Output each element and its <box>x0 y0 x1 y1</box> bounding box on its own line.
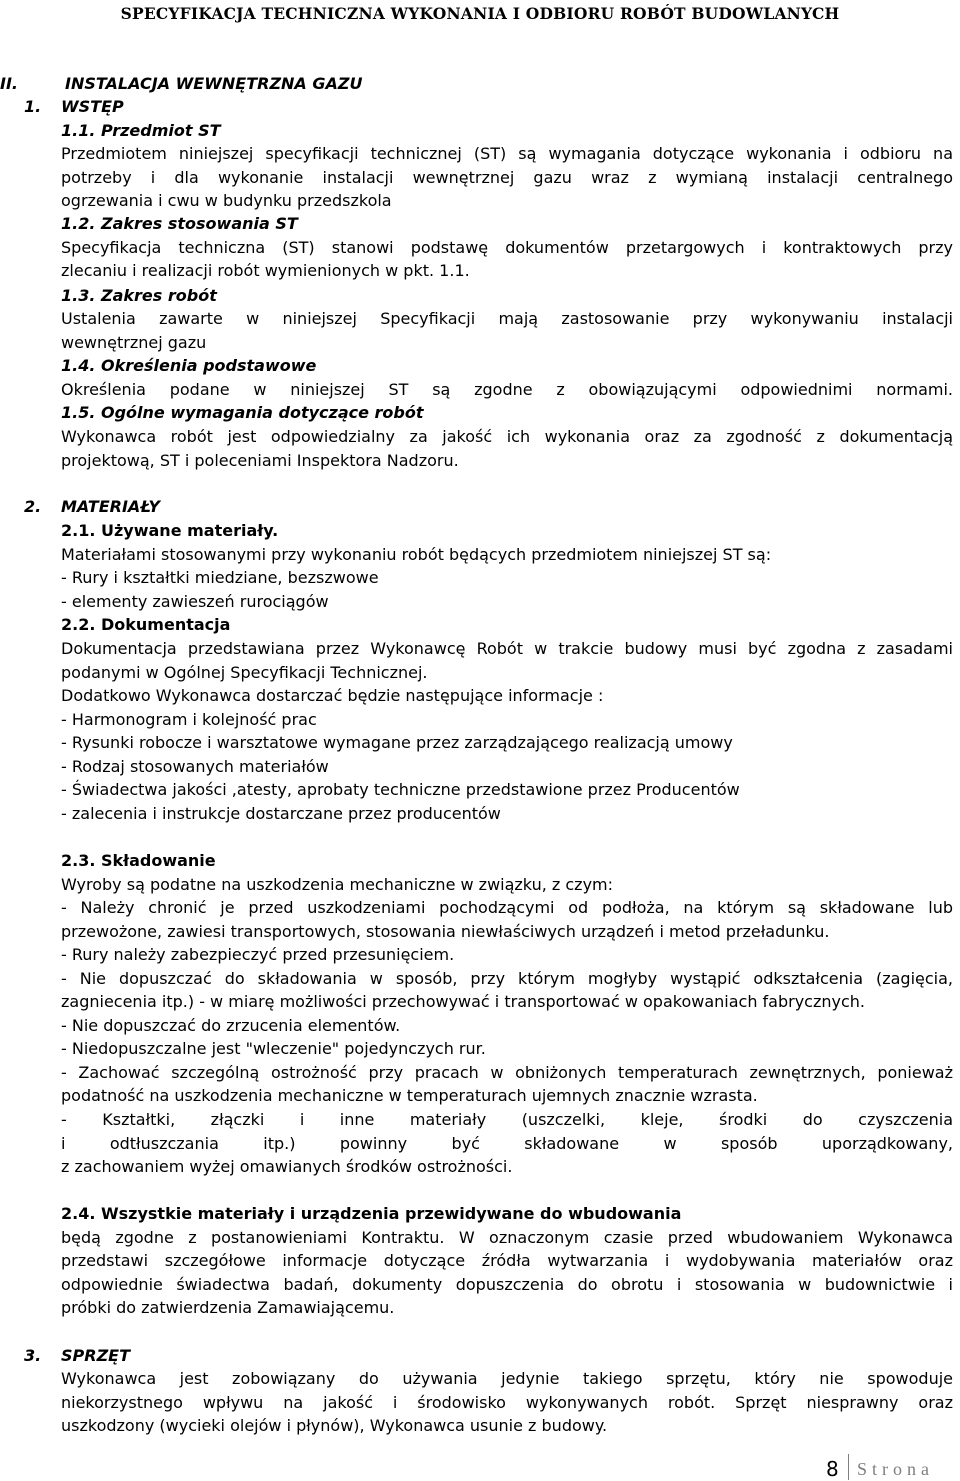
paragraph-line: Materiałami stosowanymi przy wykonaniu robót będących przedmiotem niniejszej ST są: <box>61 545 772 564</box>
paragraph-line: Dodatkowo Wykonawca dostarczać będzie następujące informacje : <box>61 686 604 705</box>
chapter-1-number: 1. <box>24 97 42 116</box>
heading-1-3: 1.3. Zakres robót <box>61 286 217 305</box>
paragraph-line: Przedmiotem niniejszej specyfikacji technicznej (ST) są wymagania dotyczące wykonania i odbioru na <box>61 144 953 163</box>
heading-1-2: 1.2. Zakres stosowania ST <box>61 214 298 233</box>
list-item: - Rury i kształtki miedziane, bezszwowe <box>61 568 379 587</box>
list-item: - Rodzaj stosowanych materiałów <box>61 757 329 776</box>
chapter-3-title: SPRZĘT <box>61 1346 131 1365</box>
heading-2-4: 2.4. Wszystkie materiały i urządzenia przewidywane do wbudowania <box>61 1204 682 1223</box>
chapter-3-number: 3. <box>24 1346 42 1365</box>
paragraph-line: Wyroby są podatne na uszkodzenia mechaniczne w związku, z czym: <box>61 875 614 894</box>
paragraph-line: podatność na uszkodzenia mechaniczne w temperaturach ujemnych znacznie wzrasta. <box>61 1086 758 1105</box>
paragraph-line: projektową, ST i poleceniami Inspektora Nadzoru. <box>61 451 459 470</box>
heading-2-1: 2.1. Używane materiały. <box>61 521 279 540</box>
chapter-1-title: WSTĘP <box>61 97 124 116</box>
paragraph-line: uszkodzony (wycieki olejów i płynów), Wykonawca usunie z budowy. <box>61 1416 608 1435</box>
paragraph-line: odpowiednie świadectwa badań, dokumenty dopuszczenia do obrotu i stosowania w budownictwie i <box>61 1275 953 1294</box>
paragraph-line: ogrzewania i cwu w budynku przedszkola <box>61 191 392 210</box>
paragraph-line: podanymi w Ogólnej Specyfikacji Technicznej. <box>61 663 428 682</box>
chapter-2-title: MATERIAŁY <box>61 497 160 516</box>
paragraph-line: niekorzystnego wpływu na jakość i środowisko wykonywanych robót. Sprzęt niesprawny oraz <box>61 1393 953 1412</box>
footer-divider <box>848 1454 849 1480</box>
paragraph-line: potrzeby i dla wykonanie instalacji wewnętrznej gazu wraz z wymianą instalacji centralnego <box>61 168 953 187</box>
list-item: - zalecenia i instrukcje dostarczane przez producentów <box>61 804 501 823</box>
heading-2-2: 2.2. Dokumentacja <box>61 615 231 634</box>
list-item: - Harmonogram i kolejność prac <box>61 710 317 729</box>
heading-2-3: 2.3. Składowanie <box>61 851 216 870</box>
list-item: - Nie dopuszczać do zrzucenia elementów. <box>61 1016 401 1035</box>
paragraph-line: wewnętrznej gazu <box>61 333 207 352</box>
list-item: - Kształtki, złączki i inne materiały (uszczelki, kleje, środki do czyszczenia <box>61 1110 953 1129</box>
paragraph-line: przewożone, zawiesi transportowych, stosowania niewłaściwych urządzeń i metod przeładunku. <box>61 922 830 941</box>
paragraph-line: Dokumentacja przedstawiana przez Wykonawcę Robót w trakcie budowy musi być zgodna z zasadami <box>61 639 953 658</box>
paragraph-line: Wykonawca jest zobowiązany do używania jedynie takiego sprzętu, który nie spowoduje <box>61 1369 953 1388</box>
section-title: INSTALACJA WEWNĘTRZNA GAZU <box>65 74 363 93</box>
paragraph-line: i odtłuszczania itp.) powinny być składowane w sposób uporządkowany, <box>61 1134 953 1153</box>
section-roman-number: II. <box>0 74 18 93</box>
paragraph-line: przedstawi szczegółowe informacje dotyczące źródła wytwarzania i wydobywania materiałów oraz <box>61 1251 953 1270</box>
paragraph-line: Ustalenia zawarte w niniejszej Specyfikacji mają zastosowanie przy wykonywaniu instalacji <box>61 309 953 328</box>
paragraph-line: Wykonawca robót jest odpowiedzialny za jakość ich wykonania oraz za zgodność z dokumentacją <box>61 427 953 446</box>
list-item: - Rury należy zabezpieczyć przed przesunięciem. <box>61 945 455 964</box>
heading-1-4: 1.4. Określenia podstawowe <box>61 356 317 375</box>
paragraph-line: będą zgodne z postanowieniami Kontraktu. W oznaczonym czasie przed wbudowaniem Wykonawca <box>61 1228 953 1247</box>
heading-1-5: 1.5. Ogólne wymagania dotyczące robót <box>61 403 424 422</box>
chapter-2-number: 2. <box>24 497 42 516</box>
list-item: - Zachować szczególną ostrożność przy pracach w obniżonych temperaturach zewnętrznych, ponieważ <box>61 1063 953 1082</box>
paragraph-line: Specyfikacja techniczna (ST) stanowi podstawę dokumentów przetargowych i kontraktowych przy <box>61 238 953 257</box>
paragraph-line: Określenia podane w niniejszej ST są zgodne z obowiązującymi odpowiednimi normami. <box>61 380 953 399</box>
paragraph-line: z zachowaniem wyżej omawianych środków ostrożności. <box>61 1157 513 1176</box>
list-item: - Rysunki robocze i warsztatowe wymagane przez zarządzającego realizacją umowy <box>61 733 733 752</box>
heading-1-1: 1.1. Przedmiot ST <box>61 121 221 140</box>
paragraph-line: zagniecenia itp.) - w miarę możliwości przechowywać i transportować w opakowaniach fabrycznych. <box>61 992 866 1011</box>
list-item: - Świadectwa jakości ,atesty, aprobaty techniczne przedstawione przez Producentów <box>61 780 740 799</box>
list-item: - elementy zawieszeń rurociągów <box>61 592 329 611</box>
list-item: - Należy chronić je przed uszkodzeniami pochodzącymi od podłoża, na którym są składowane lub <box>61 898 953 917</box>
paragraph-line: zlecaniu i realizacji robót wymienionych w pkt. 1.1. <box>61 261 470 280</box>
list-item: - Nie dopuszczać do składowania w sposób, przy którym mogłyby wystąpić odkształcenia (zagięcia, <box>61 969 953 988</box>
page-label: Strona <box>857 1459 934 1479</box>
page-number: 8 <box>826 1457 839 1481</box>
page-header: SPECYFIKACJA TECHNICZNA WYKONANIA I ODBIORU ROBÓT BUDOWLANYCH <box>120 4 840 23</box>
list-item: - Niedopuszczalne jest "wleczenie" pojedynczych rur. <box>61 1039 486 1058</box>
paragraph-line: próbki do zatwierdzenia Zamawiającemu. <box>61 1298 395 1317</box>
